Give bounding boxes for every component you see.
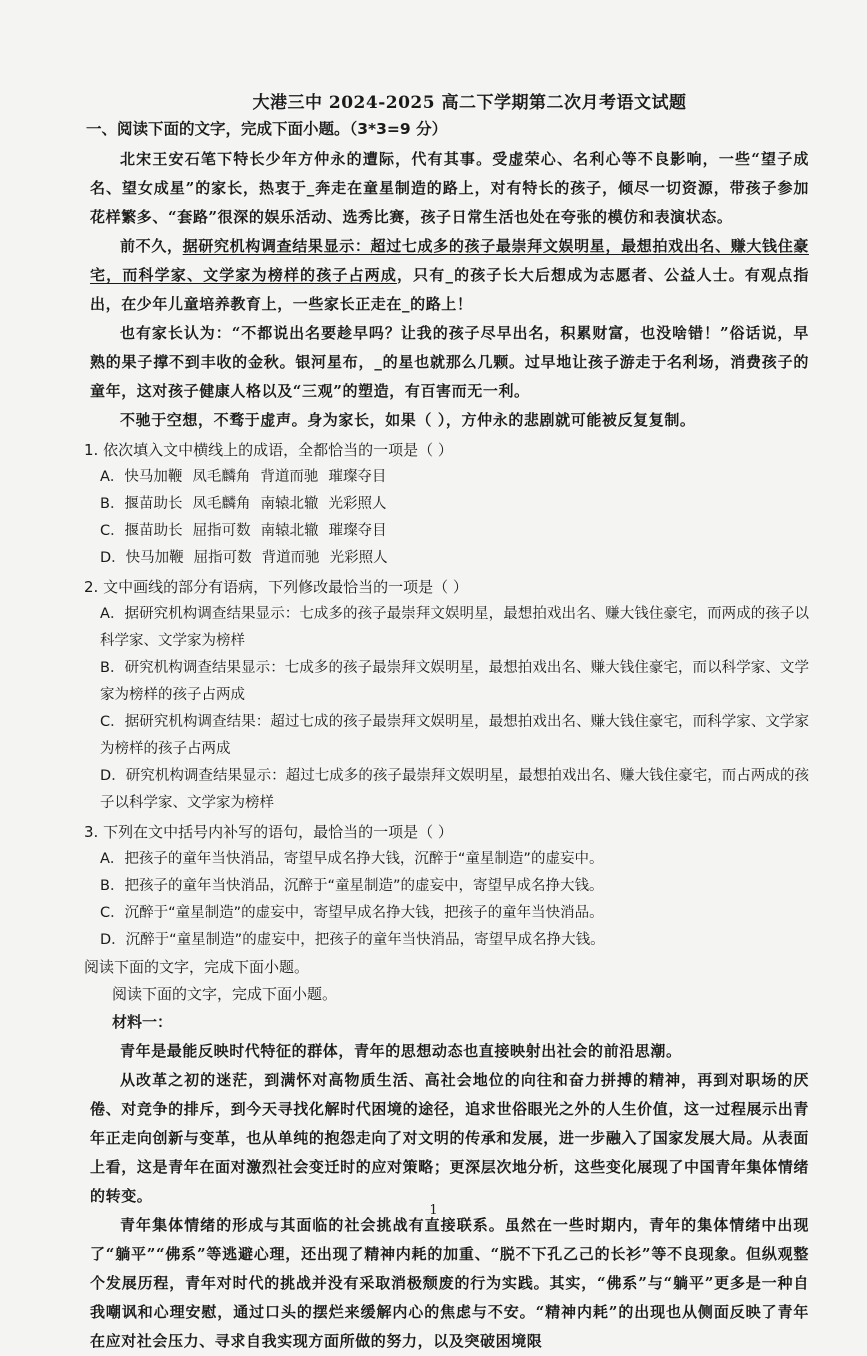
question-stem: 2. 文中画线的部分有语病，下列修改最恰当的一项是（ ） xyxy=(84,578,468,596)
option-row: A．快马加鞭 凤毛麟角 背道而驰 璀璨夺目 xyxy=(100,469,387,485)
reading-instruction: 阅读下面的文字，完成下面小题。 xyxy=(84,958,310,976)
option-row: C．据研究机构调查结果：超过七成的孩子最崇拜文娱明星，最想拍戏出名、赚大钱住豪宅，而科学家、文学家为榜样的孩子占两成 xyxy=(100,714,809,757)
question-stem: 1. 依次填入文中横线上的成语，全都恰当的一项是（ ） xyxy=(84,441,453,459)
option-row: D．研究机构调查结果显示：超过七成多的孩子最崇拜文娱明星，最想拍戏出名、赚大钱住豪宅，而占两成的孩子以科学家、文学家为榜样 xyxy=(100,768,809,811)
passage-paragraph: 青年集体情绪的形成与其面临的社会挑战有直接联系。虽然在一些时期内，青年的集体情绪中出现了“躺平”“佛系”等逃避心理，还出现了精神内耗的加重、“脱不下孔乙己的长衫”等不良现象。但纵观整个发展历程，青年对时代的挑战并没有采取消极颓废的行为实践。其实，“佛系”与“躺平”更多是一种自我嘲讽和心理安慰，通过口头的摆烂来缓解内心的焦虑与不安。“精神内耗”的出现也从侧面反映了青年在应对社会压力、寻求自我实现方面所做的努力，以及突破困境限 xyxy=(90,1216,809,1350)
option-row: A．据研究机构调查结果显示：七成多的孩子最崇拜文娱明星，最想拍戏出名、赚大钱住豪宅，而两成的孩子以科学家、文学家为榜样 xyxy=(100,606,809,649)
option-row: C．揠苗助长 屈指可数 南辕北辙 璀璨夺目 xyxy=(100,523,387,539)
option-row: B．把孩子的童年当快消品，沉醉于“童星制造”的虚妄中，寄望早成名挣大钱。 xyxy=(100,878,604,894)
option-row: D．沉醉于“童星制造”的虚妄中，把孩子的童年当快消品，寄望早成名挣大钱。 xyxy=(100,932,605,948)
material-label: 材料一： xyxy=(112,1013,173,1031)
section-heading: 一、阅读下面的文字，完成下面小题。（3*3=9 分） xyxy=(86,120,448,138)
passage-paragraph: 也有家长认为：“不都说出名要趁早吗？让我的孩子尽早出名，积累财富，也没啥错！”俗话说，早熟的果子撑不到丰收的金秋。银河星布，_的星也就那么几颗。过早地让孩子游走于名利场，消费孩子的童年，这对孩子健康人格以及“三观”的塑造，有百害而无一利。 xyxy=(90,324,809,400)
underlined-sentence: 据研究机构调查结果显示：超过七成多的孩子最崇拜文娱明星，最想拍戏出名、赚大钱住豪宅，而科学家、文学家为榜样的孩子占两成 xyxy=(90,237,809,284)
option-row: B．揠苗助长 凤毛麟角 南辕北辙 光彩照人 xyxy=(100,496,387,512)
option-row: B．研究机构调查结果显示：七成多的孩子最崇拜文娱明星，最想拍戏出名、赚大钱住豪宅，而以科学家、文学家为榜样的孩子占两成 xyxy=(100,660,809,703)
passage-paragraph: 北宋王安石笔下特长少年方仲永的遭际，代有其事。受虚荣心、名利心等不良影响，一些“望子成名、望女成星”的家长，热衷于_奔走在童星制造的路上，对有特长的孩子，倾尽一切资源，带孩子参加花样繁多、“套路”很深的娱乐活动、选秀比赛，孩子日常生活也处在夸张的模仿和表演状态。 xyxy=(90,150,809,226)
option-row: C．沉醉于“童星制造”的虚妄中，寄望早成名挣大钱，把孩子的童年当快消品。 xyxy=(100,905,604,921)
passage-paragraph: 从改革之初的迷茫，到满怀对高物质生活、高社会地位的向往和奋力拼搏的精神，再到对职场的厌倦、对竞争的排斥，到今天寻找化解时代困境的途径，追求世俗眼光之外的人生价值，这一过程展示出青年正走向创新与变革，也从单纯的抱怨走向了对文明的传承和发展，进一步融入了国家发展大局。从表面上看，这是青年在面对激烈社会变迁时的应对策略；更深层次地分析，这些变化展现了中国青年集体情绪的转变。 xyxy=(90,1071,809,1205)
page-number: 1 xyxy=(429,1203,438,1218)
option-row: A．把孩子的童年当快消品，寄望早成名挣大钱，沉醉于“童星制造”的虚妄中。 xyxy=(100,851,604,867)
page-title: 大港三中 2024-2025 高二下学期第二次月考语文试题 xyxy=(252,93,687,113)
reading-instruction: 阅读下面的文字，完成下面小题。 xyxy=(112,985,338,1003)
passage-paragraph: 不驰于空想，不骛于虚声。身为家长，如果（ ），方仲永的悲剧就可能被反复复制。 xyxy=(120,411,696,429)
passage-paragraph: 青年是最能反映时代特征的群体，青年的思想动态也直接映射出社会的前沿思潮。 xyxy=(120,1042,682,1060)
passage-paragraph: 前不久，据研究机构调查结果显示：超过七成多的孩子最崇拜文娱明星，最想拍戏出名、赚大钱住豪宅，而科学家、文学家为榜样的孩子占两成，只有_的孩子长大后想成为志愿者、公益人士。有观点指出，在少年儿童培养教育上，一些家长正走在_的路上！ xyxy=(90,237,809,313)
question-stem: 3. 下列在文中括号内补写的语句，最恰当的一项是（ ） xyxy=(84,823,453,841)
option-row: D．快马加鞭 屈指可数 背道而驰 光彩照人 xyxy=(100,550,388,566)
